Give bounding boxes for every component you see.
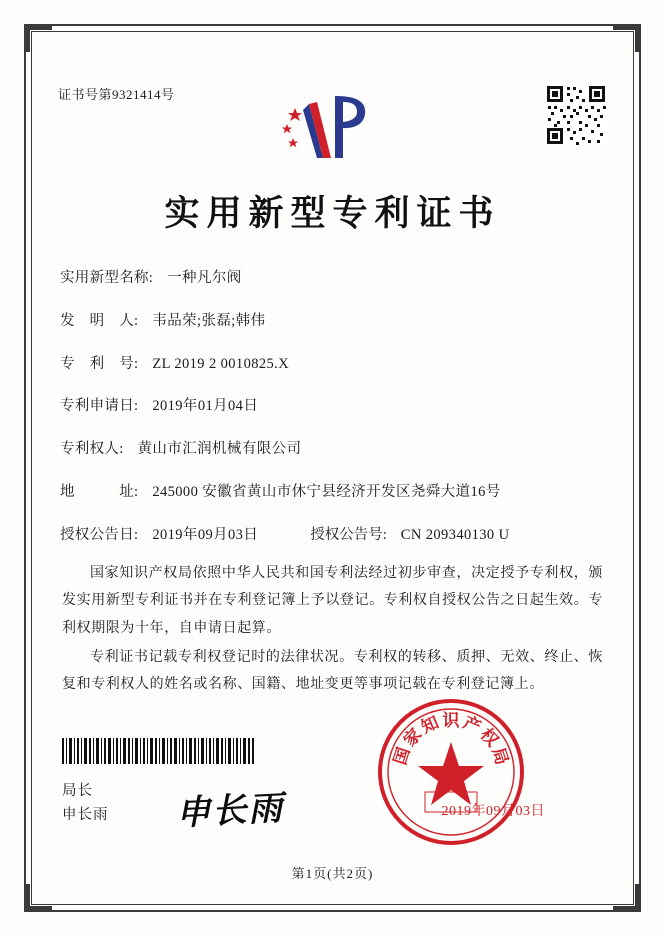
- field-value: 245000 安徽省黄山市休宁县经济开发区尧舜大道16号: [152, 483, 501, 500]
- svg-text:局: 局: [488, 745, 512, 768]
- legal-paragraph-2: 专利证书记载专利权登记时的法律状况。专利权的转移、质押、无效、终止、恢复和专利权人的姓名或名称、国籍、地址变更等事项记载在专利登记簿上。: [62, 649, 603, 693]
- barcode-icon: [62, 738, 256, 764]
- field-label-grant-date: 授权公告日:: [60, 526, 139, 543]
- official-seal: [375, 696, 527, 848]
- svg-text:权: 权: [476, 724, 503, 751]
- field-label: 地 址:: [60, 483, 139, 500]
- certificate-content: [46, 46, 619, 890]
- director-label: 局长: [62, 783, 93, 800]
- field-row-invention-name: [60, 268, 605, 290]
- field-row-patentee: [60, 439, 605, 461]
- page-title: 实用新型专利证书: [164, 194, 501, 233]
- field-value: 一种凡尔阀: [167, 270, 242, 286]
- field-value-grant-date: 2019年09月03日: [152, 526, 259, 543]
- director-block: [62, 780, 109, 828]
- legal-paragraph-1: 国家知识产权局依照中华人民共和国专利法经过初步审查，决定授予专利权，颁发实用新型专利证书并在专利登记簿上予以登记。专利权自授权公告之日起生效。专利权期限为十年，自申请日起算。: [62, 566, 603, 636]
- certificate-fields: [60, 268, 605, 567]
- director-name: 申长雨: [62, 807, 109, 824]
- field-value: 2019年01月04日: [152, 398, 259, 415]
- svg-text:知: 知: [418, 712, 442, 738]
- field-row-inventors: [60, 311, 605, 333]
- svg-text:产: 产: [460, 712, 484, 738]
- field-label: 专利权人:: [60, 441, 124, 457]
- field-label: 专 利 号:: [60, 355, 139, 372]
- seal-date: 2019年09月03日: [441, 804, 545, 819]
- handwritten-signature: 申长雨: [175, 788, 286, 834]
- legal-text-block: [62, 560, 603, 700]
- field-value-grant-number: CN 209340130 U: [400, 526, 510, 543]
- field-value: ZL 2019 2 0010825.X: [152, 355, 290, 372]
- field-label: 实用新型名称:: [60, 270, 154, 286]
- patent-office-emblem-icon: [273, 88, 393, 166]
- field-row-grant-announcement: [60, 525, 605, 547]
- qr-code-icon: [545, 84, 607, 146]
- svg-text:家: 家: [399, 724, 426, 751]
- svg-text:识: 识: [442, 711, 460, 730]
- svg-text:国: 国: [390, 745, 414, 768]
- field-row-address: [60, 482, 605, 504]
- field-value: 黄山市汇润机械有限公司: [137, 441, 302, 457]
- field-row-patent-number: [60, 354, 605, 376]
- page-footer: 第1页(共2页): [291, 866, 374, 881]
- field-label: 专利申请日:: [60, 398, 139, 415]
- certificate-number: 证书号第9321414号: [58, 87, 175, 102]
- field-label: 发 明 人:: [60, 312, 139, 329]
- field-row-application-date: [60, 396, 605, 418]
- field-label-grant-number: 授权公告号:: [310, 526, 387, 543]
- field-value: 韦品荣;张磊;韩伟: [152, 312, 266, 329]
